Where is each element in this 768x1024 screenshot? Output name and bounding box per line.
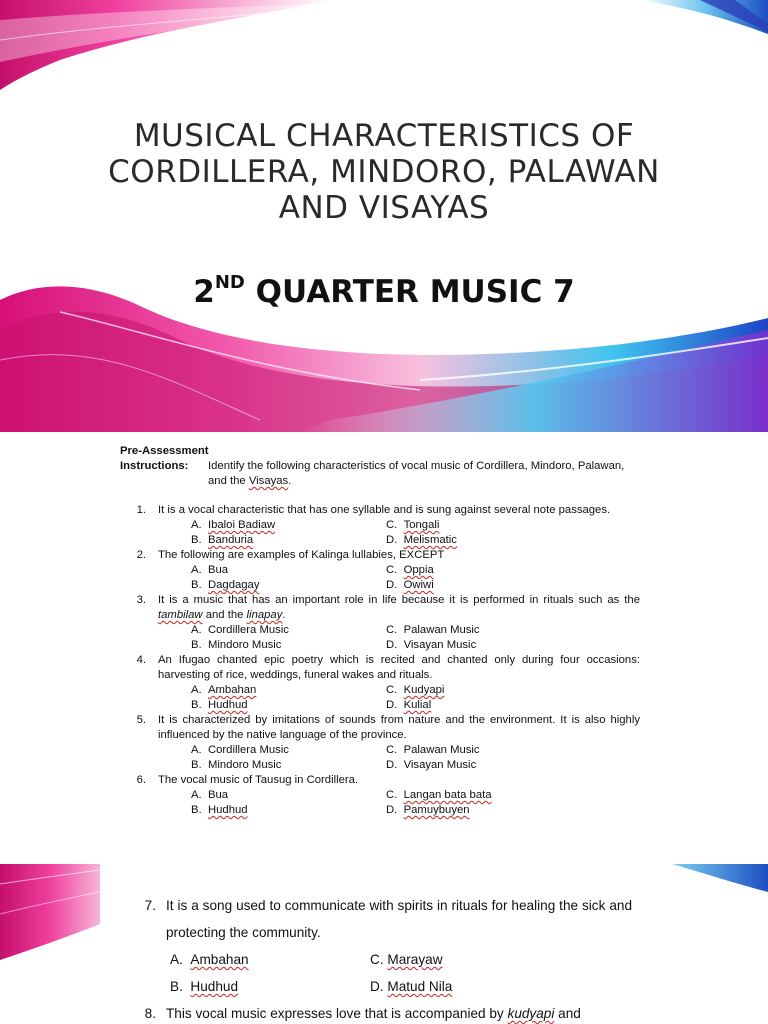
option-b[interactable]: B. Hudhud: [170, 979, 239, 994]
title-line: AND VISAYAS: [278, 190, 490, 226]
option-d[interactable]: D. Visayan Music: [386, 639, 477, 651]
option-b[interactable]: B. Mindoro Music: [191, 639, 282, 651]
option-b[interactable]: B. Banduria: [191, 534, 254, 546]
question-6: 6. The vocal music of Tausug in Cordillera.: [120, 773, 640, 788]
pre-assessment-document: [120, 444, 640, 818]
question-text: An Ifugao chanted epic poetry which is recited and chanted only during four occasions: harvesting of rice, weddings, funeral wakes and rituals.: [158, 654, 640, 681]
pre-assessment-slide: [0, 432, 768, 864]
subtitle-number: 2: [193, 274, 215, 310]
options: [132, 946, 632, 1000]
question-text: It is a song used to communicate with spirits in rituals for healing the sick and protecting the community.: [166, 898, 632, 940]
option-d[interactable]: D. Kulial: [386, 699, 432, 711]
question-text: It is a music that has an important role in life because it is performed in rituals such as the tambilaw and the linapay.: [158, 594, 640, 621]
options: [120, 623, 640, 653]
option-d[interactable]: D. Pamuybuyen: [386, 804, 470, 816]
option-c[interactable]: C. Palawan Music: [386, 624, 480, 636]
instructions-label: Instructions:: [120, 460, 189, 472]
question-slide: [0, 864, 768, 1024]
option-c[interactable]: C. Kudyapi: [386, 684, 445, 696]
question-5: 5. It is characterized by imitations of sounds from nature and the environment. It is also highly influenced by the native language of the province.: [136, 714, 640, 741]
option-b[interactable]: B. Mindoro Music: [191, 759, 282, 771]
question-8: 8. This vocal music expresses love that is accompanied by kudyapi and: [132, 1000, 632, 1024]
question-text: The vocal music of Tausug in Cordillera.: [158, 774, 359, 786]
options: [120, 683, 640, 713]
right-ribbon: [672, 864, 768, 892]
option-c[interactable]: C. Palawan Music: [386, 744, 480, 756]
options: [120, 743, 640, 773]
option-d[interactable]: D. Matud Nila: [370, 979, 453, 994]
option-b[interactable]: B. Hudhud: [191, 699, 248, 711]
options: [120, 788, 640, 818]
slide-title: [60, 118, 708, 226]
question-text: This vocal music expresses love that is accompanied by kudyapi and: [166, 1006, 581, 1021]
instructions-text: Identify the following characteristics of vocal music of Cordillera, Mindoro, Palawan, and the Visayas.: [208, 460, 625, 487]
option-a[interactable]: A. Bua: [191, 789, 229, 801]
title-line: MUSICAL CHARACTERISTICS OF: [133, 118, 635, 154]
options: [120, 518, 640, 548]
option-b[interactable]: B. Dagdagay: [191, 579, 260, 591]
option-a[interactable]: A. Ambahan: [191, 684, 257, 696]
options: [120, 563, 640, 593]
option-d[interactable]: D. Owiwi: [386, 579, 434, 591]
question-text: It is a vocal characteristic that has one syllable and is sung against several note passages.: [158, 504, 611, 516]
option-b[interactable]: B. Hudhud: [191, 804, 248, 816]
question-1: 1. It is a vocal characteristic that has one syllable and is sung against several note passages.: [120, 503, 640, 518]
title-line: CORDILLERA, MINDORO, PALAWAN: [108, 154, 660, 190]
question-7: 7. It is a song used to communicate with spirits in rituals for healing the sick and protecting the community.: [132, 892, 632, 946]
option-a[interactable]: A. Ibaloi Badiaw: [191, 519, 276, 531]
left-ribbon: [0, 864, 100, 960]
question-3: 3. It is a music that has an important role in life because it is performed in rituals such as the tambilaw and the linapay.: [136, 594, 640, 621]
option-a[interactable]: A. Cordillera Music: [191, 744, 289, 756]
option-d[interactable]: D. Melismatic: [386, 534, 457, 546]
slide-subtitle: [60, 272, 708, 310]
option-c[interactable]: C. Tongali: [386, 519, 440, 531]
option-d[interactable]: D. Visayan Music: [386, 759, 477, 771]
question-2: 2. The following are examples of Kalinga lullabies, EXCEPT: [120, 548, 640, 563]
option-c[interactable]: C. Marayaw: [370, 952, 443, 967]
question-text: It is characterized by imitations of sounds from nature and the environment. It is also highly influenced by the native language of the province.: [158, 714, 640, 741]
question-document: [132, 892, 632, 1024]
option-c[interactable]: C. Langan bata bata: [386, 789, 492, 801]
subtitle-text: QUARTER MUSIC 7: [244, 274, 575, 310]
question-4: 4. An Ifugao chanted epic poetry which is recited and chanted only during four occasions: harvesting of rice, weddings, funeral wakes and rituals.: [136, 654, 640, 681]
title-slide: [0, 0, 768, 432]
subtitle-ordinal: ND: [214, 272, 245, 293]
option-a[interactable]: A. Ambahan: [170, 952, 249, 967]
question-text: The following are examples of Kalinga lullabies, EXCEPT: [158, 549, 445, 561]
option-c[interactable]: C. Oppia: [386, 564, 434, 576]
instructions: [120, 459, 640, 489]
option-a[interactable]: A. Cordillera Music: [191, 624, 289, 636]
option-a[interactable]: A. Bua: [191, 564, 229, 576]
section-heading: Pre-Assessment: [120, 445, 209, 457]
